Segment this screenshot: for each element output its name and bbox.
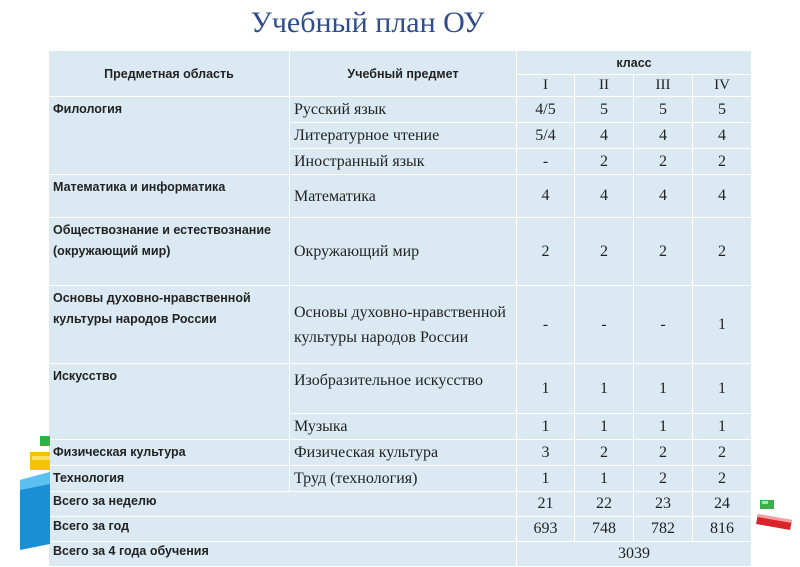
value-cell: - [575, 286, 634, 364]
value-cell: 4 [575, 123, 634, 149]
table-row [49, 492, 752, 517]
subject-cell: Физическая культура [290, 440, 517, 466]
value-cell: 22 [575, 492, 634, 517]
value-cell: 23 [634, 492, 693, 517]
value-cell: 5 [693, 97, 752, 123]
header-grade-1: I [517, 75, 575, 97]
value-cell: 4 [517, 175, 575, 218]
subject-cell: Изобразительное искусство [290, 364, 517, 414]
value-cell: 4 [693, 175, 752, 218]
header-grade-4: IV [693, 75, 752, 97]
header-area: Предметная область [49, 51, 290, 97]
value-cell: 1 [575, 466, 634, 492]
total-label: Всего за год [49, 517, 517, 542]
value-cell: - [517, 286, 575, 364]
value-cell: 1 [517, 414, 575, 440]
total-label: Всего за 4 года обучения [49, 542, 517, 567]
value-cell: 2 [575, 149, 634, 175]
area-cell: Обществознание и естествознание (окружающий мир) [49, 218, 290, 286]
area-cell: Искусство [49, 364, 290, 440]
value-cell: 2 [693, 466, 752, 492]
value-cell: 5/4 [517, 123, 575, 149]
subject-cell: Основы духовно-нравственной культуры народов России [290, 286, 517, 364]
table-row [49, 97, 752, 123]
table-row [49, 542, 752, 567]
header-grade-3: III [634, 75, 693, 97]
value-cell: 1 [634, 414, 693, 440]
value-cell: 4 [634, 175, 693, 218]
area-cell: Филология [49, 97, 290, 175]
value-cell: 4 [634, 123, 693, 149]
value-cell: 5 [634, 97, 693, 123]
value-cell: 816 [693, 517, 752, 542]
subject-cell: Окружающий мир [290, 218, 517, 286]
decorative-cubes-right [752, 498, 796, 534]
table-row [49, 440, 752, 466]
page-title: Учебный план ОУ [250, 6, 485, 39]
table-row [49, 286, 752, 364]
value-cell: 1 [693, 414, 752, 440]
value-cell: 1 [634, 364, 693, 414]
value-cell: 1 [575, 414, 634, 440]
value-cell: 2 [693, 218, 752, 286]
area-cell: Технология [49, 466, 290, 492]
value-cell: 24 [693, 492, 752, 517]
value-cell: 2 [575, 218, 634, 286]
value-cell: 2 [517, 218, 575, 286]
value-cell: 2 [634, 466, 693, 492]
header-class: класс [517, 51, 752, 75]
table-row [49, 218, 752, 286]
value-cell: 748 [575, 517, 634, 542]
value-cell: 21 [517, 492, 575, 517]
value-cell: 1 [517, 364, 575, 414]
value-cell: 4/5 [517, 97, 575, 123]
value-cell: 1 [575, 364, 634, 414]
subject-cell: Литературное чтение [290, 123, 517, 149]
area-cell: Физическая культура [49, 440, 290, 466]
value-cell: 1 [693, 286, 752, 364]
value-cell: 1 [517, 466, 575, 492]
decorative-cubes-left [18, 432, 50, 554]
curriculum-table [48, 50, 752, 567]
subject-cell: Математика [290, 175, 517, 218]
total-label: Всего за неделю [49, 492, 517, 517]
value-cell: 2 [634, 218, 693, 286]
value-cell: - [517, 149, 575, 175]
area-cell: Математика и информатика [49, 175, 290, 218]
table-row [49, 364, 752, 414]
value-cell: 2 [693, 440, 752, 466]
value-cell: 5 [575, 97, 634, 123]
area-cell: Основы духовно-нравственной культуры народов России [49, 286, 290, 364]
value-cell: 2 [634, 440, 693, 466]
value-cell: 2 [693, 149, 752, 175]
value-cell: 2 [634, 149, 693, 175]
table-row [49, 466, 752, 492]
value-cell: 782 [634, 517, 693, 542]
table-row [49, 517, 752, 542]
subject-cell: Иностранный язык [290, 149, 517, 175]
value-cell: 1 [693, 364, 752, 414]
value-cell: 4 [575, 175, 634, 218]
subject-cell: Русский язык [290, 97, 517, 123]
value-cell: - [634, 286, 693, 364]
value-cell: 3039 [517, 542, 752, 567]
table-row [49, 175, 752, 218]
value-cell: 693 [517, 517, 575, 542]
subject-cell: Труд (технология) [290, 466, 517, 492]
value-cell: 2 [575, 440, 634, 466]
header-subject: Учебный предмет [290, 51, 517, 97]
subject-cell: Музыка [290, 414, 517, 440]
value-cell: 4 [693, 123, 752, 149]
header-grade-2: II [575, 75, 634, 97]
value-cell: 3 [517, 440, 575, 466]
